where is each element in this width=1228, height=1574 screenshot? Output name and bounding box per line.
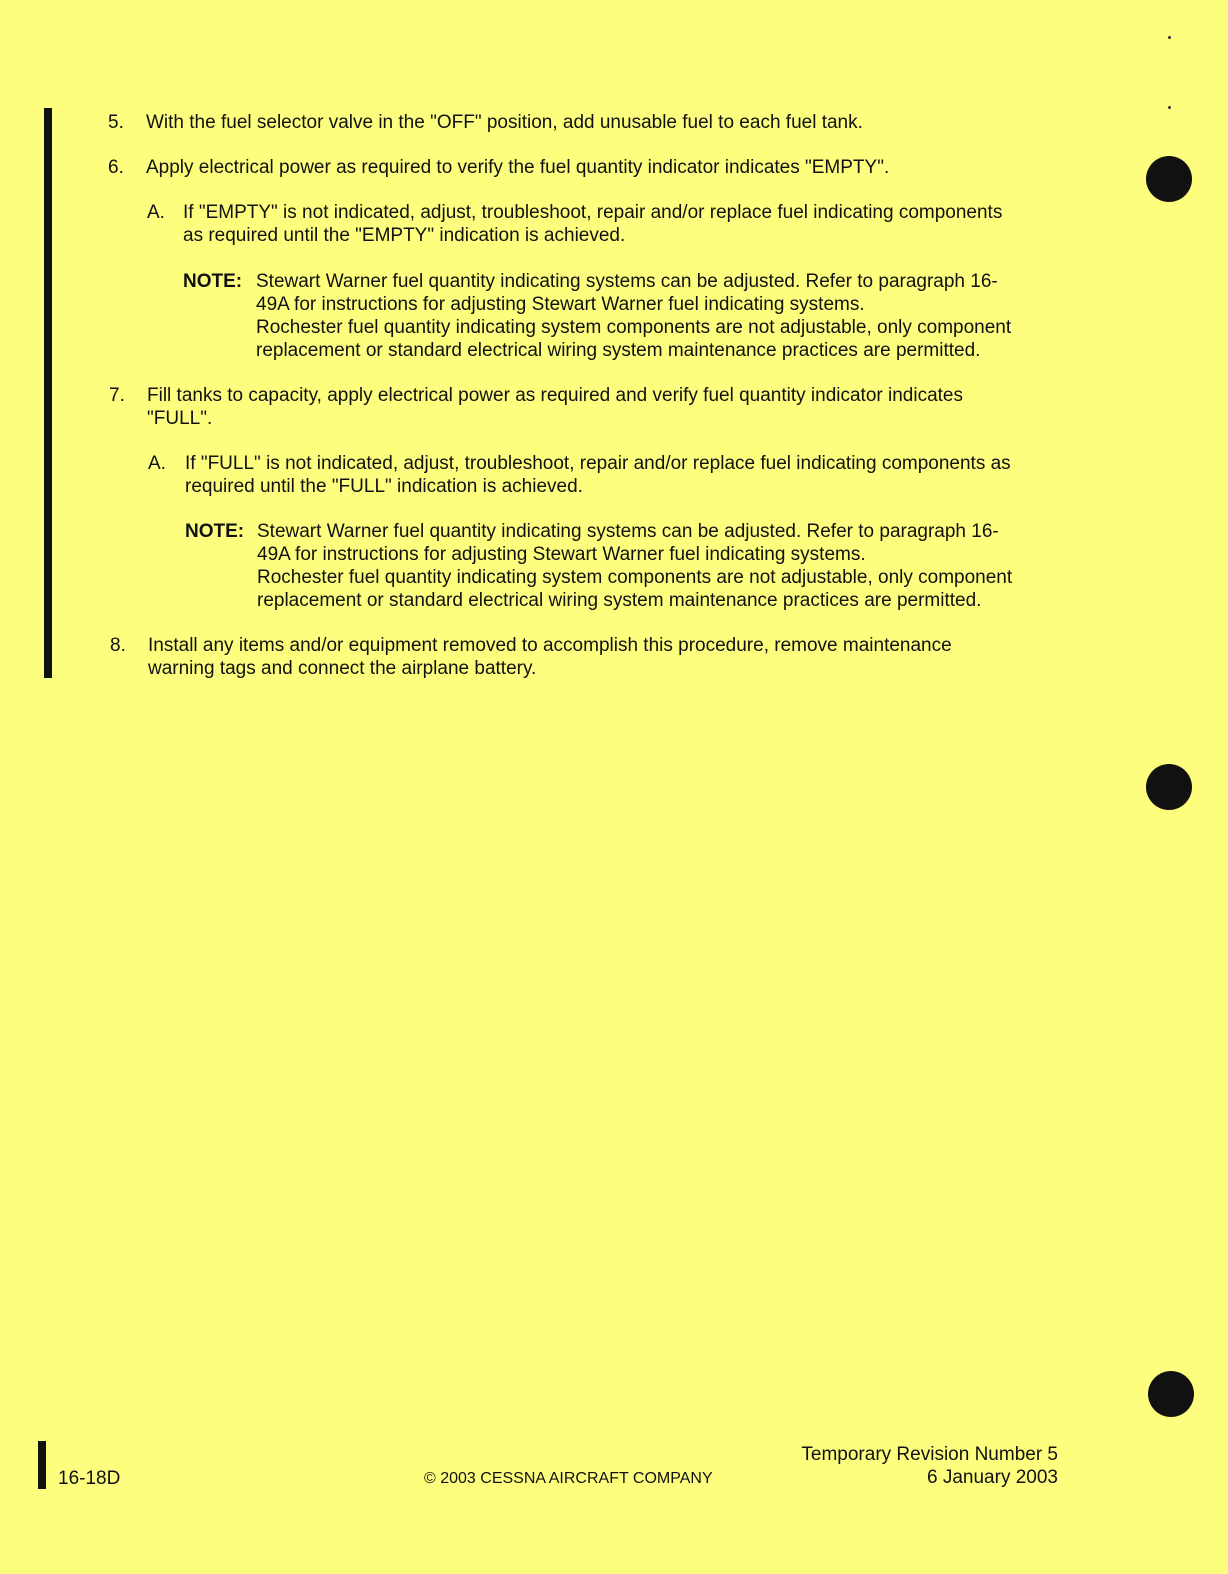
step-text: warning tags and connect the airplane battery.: [148, 658, 537, 679]
step-text: Apply electrical power as required to verify the fuel quantity indicator indicates "EMPTY".: [146, 157, 890, 178]
note-text: Rochester fuel quantity indicating system components are not adjustable, only component: [256, 317, 1012, 338]
step-number: 6.: [108, 157, 124, 178]
copyright-notice: © 2003 CESSNA AIRCRAFT COMPANY: [424, 1470, 713, 1487]
binder-hole-top: [1146, 156, 1192, 202]
step-text: Install any items and/or equipment removed to accomplish this procedure, remove maintenance: [148, 635, 952, 656]
substep-text: If "FULL" is not indicated, adjust, troubleshoot, repair and/or replace fuel indicating components as: [185, 453, 1011, 474]
note-text: replacement or standard electrical wiring system maintenance practices are permitted.: [256, 340, 981, 361]
substep-text: required until the "FULL" indication is achieved.: [185, 476, 583, 497]
note-label: NOTE:: [183, 271, 243, 292]
revision-label: Temporary Revision Number 5: [801, 1444, 1058, 1465]
step-number: 8.: [110, 635, 126, 656]
note-text: Rochester fuel quantity indicating system components are not adjustable, only component: [257, 567, 1013, 588]
binder-hole-bottom: [1148, 1371, 1194, 1417]
revision-change-bar: [44, 108, 52, 678]
step-text: "FULL".: [147, 408, 213, 429]
substep-label: A.: [148, 453, 166, 474]
note-text: Stewart Warner fuel quantity indicating systems can be adjusted. Refer to paragraph 16-: [256, 271, 998, 292]
binder-hole-middle: [1146, 764, 1192, 810]
step-number: 7.: [109, 385, 125, 406]
substep-text: as required until the "EMPTY" indication is achieved.: [183, 225, 626, 246]
footer-change-bar: [38, 1441, 46, 1489]
note-text: 49A for instructions for adjusting Stewart Warner fuel indicating systems.: [257, 544, 866, 565]
scan-speck: [1168, 106, 1171, 109]
substep-text: If "EMPTY" is not indicated, adjust, troubleshoot, repair and/or replace fuel indicating components: [183, 202, 1003, 223]
scan-speck: [1168, 36, 1171, 39]
step-text: With the fuel selector valve in the "OFF" position, add unusable fuel to each fuel tank.: [146, 112, 863, 133]
revision-date: 6 January 2003: [927, 1467, 1058, 1488]
note-label: NOTE:: [185, 521, 245, 542]
note-text: Stewart Warner fuel quantity indicating systems can be adjusted. Refer to paragraph 16-: [257, 521, 999, 542]
substep-label: A.: [147, 202, 165, 223]
step-number: 5.: [108, 112, 124, 133]
note-text: 49A for instructions for adjusting Stewart Warner fuel indicating systems.: [256, 294, 865, 315]
note-text: replacement or standard electrical wiring system maintenance practices are permitted.: [257, 590, 982, 611]
page-number: 16-18D: [58, 1468, 121, 1489]
step-text: Fill tanks to capacity, apply electrical power as required and verify fuel quantity indicator indicates: [147, 385, 963, 406]
